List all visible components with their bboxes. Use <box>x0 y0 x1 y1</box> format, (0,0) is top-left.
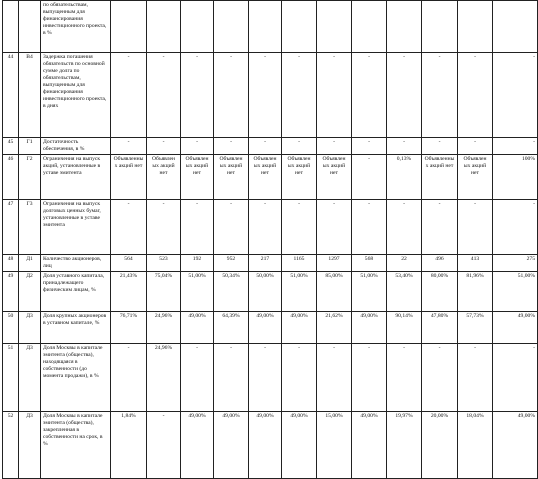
value-cell: 47,80% <box>422 312 458 344</box>
value-cell: Объявлен ых акций нет <box>147 155 181 200</box>
table-row <box>3 412 538 479</box>
table-row <box>3 272 538 312</box>
value-cell: - <box>387 53 422 138</box>
value-cell: 21,62% <box>317 312 352 344</box>
value-cell: - <box>317 53 352 138</box>
value-cell: - <box>458 138 493 155</box>
table-row <box>3 1 538 53</box>
value-cell: 51,00% <box>352 272 387 312</box>
value-cell: - <box>493 344 538 412</box>
value-cell: - <box>493 200 538 255</box>
value-cell: - <box>147 138 181 155</box>
value-cell <box>147 1 181 53</box>
row-description: Доля Москвы в капитале эмитента (общества), закрепленная в собственности на срок, в % <box>41 412 111 479</box>
row-description: Количество акционеров, лиц <box>41 255 111 272</box>
value-cell: 49,00% <box>181 412 214 479</box>
value-cell <box>458 1 493 53</box>
value-cell: - <box>181 53 214 138</box>
value-cell: 49,00% <box>352 312 387 344</box>
value-cell: - <box>111 138 147 155</box>
value-cell: - <box>352 53 387 138</box>
value-cell: 49,00% <box>493 412 538 479</box>
value-cell: - <box>352 344 387 412</box>
value-cell: - <box>352 200 387 255</box>
value-cell <box>249 1 282 53</box>
table-row <box>3 312 538 344</box>
value-cell: Объявлен ых акций нет <box>249 155 282 200</box>
value-cell <box>387 1 422 53</box>
row-number: 52 <box>3 412 19 479</box>
row-code: Д1 <box>19 255 41 272</box>
row-number: 46 <box>3 155 19 200</box>
value-cell: 192 <box>181 255 214 272</box>
value-cell: 51,00% <box>181 272 214 312</box>
value-cell <box>111 1 147 53</box>
value-cell: 51,00% <box>282 272 317 312</box>
value-cell: 568 <box>352 255 387 272</box>
row-code: Д3 <box>19 412 41 479</box>
value-cell: - <box>493 53 538 138</box>
value-cell: - <box>317 138 352 155</box>
row-code: В4 <box>19 53 41 138</box>
row-description: Ограничения на выпуск долговых ценных бумаг, установленные в уставе эмитента <box>41 200 111 255</box>
value-cell: 49,00% <box>282 312 317 344</box>
value-cell: - <box>282 200 317 255</box>
value-cell: 275 <box>493 255 538 272</box>
row-number: 48 <box>3 255 19 272</box>
row-description: Задержка погашения обязательств по основной сумме долга по обязательствам, выпущенным для финансирования инвестиционного проекта, в днях <box>41 53 111 138</box>
value-cell: 85,00% <box>317 272 352 312</box>
value-cell: - <box>147 412 181 479</box>
value-cell: - <box>422 138 458 155</box>
value-cell: - <box>181 200 214 255</box>
value-cell: Объявлен ых акций нет <box>214 155 249 200</box>
value-cell: 80,00% <box>422 272 458 312</box>
value-cell: 496 <box>422 255 458 272</box>
value-cell: - <box>147 200 181 255</box>
value-cell: 217 <box>249 255 282 272</box>
row-code <box>19 1 41 53</box>
value-cell: Объявлен ых акций нет <box>181 155 214 200</box>
value-cell: 20,00% <box>422 412 458 479</box>
value-cell: - <box>458 344 493 412</box>
table-row <box>3 138 538 155</box>
row-code: Г3 <box>19 200 41 255</box>
value-cell: - <box>422 53 458 138</box>
value-cell: - <box>458 53 493 138</box>
row-code: Г2 <box>19 155 41 200</box>
value-cell: 75,04% <box>147 272 181 312</box>
table-row <box>3 155 538 200</box>
value-cell: 22 <box>387 255 422 272</box>
value-cell: - <box>249 200 282 255</box>
row-description: Доля крупных акционеров в уставном капитале, % <box>41 312 111 344</box>
value-cell: 24,96% <box>147 344 181 412</box>
row-number: 47 <box>3 200 19 255</box>
value-cell: - <box>282 344 317 412</box>
value-cell: 952 <box>214 255 249 272</box>
data-table <box>2 0 538 479</box>
value-cell: 15,00% <box>317 412 352 479</box>
value-cell: 49,00% <box>249 312 282 344</box>
value-cell: 49,00% <box>181 312 214 344</box>
value-cell: 49,00% <box>352 412 387 479</box>
value-cell: 413 <box>458 255 493 272</box>
value-cell: - <box>422 344 458 412</box>
value-cell: Объявлен ых акций нет <box>317 155 352 200</box>
value-cell: - <box>493 138 538 155</box>
value-cell <box>214 1 249 53</box>
value-cell: 81,96% <box>458 272 493 312</box>
row-code: Д3 <box>19 312 41 344</box>
value-cell: Объявленных акций нет <box>422 155 458 200</box>
value-cell: - <box>214 138 249 155</box>
value-cell: 64,39% <box>214 312 249 344</box>
row-description: по обязательствам, выпущенным для финансирования инвестиционного проекта, в % <box>41 1 111 53</box>
row-number: 49 <box>3 272 19 312</box>
value-cell: 19,97% <box>387 412 422 479</box>
value-cell: - <box>282 53 317 138</box>
row-code: Г1 <box>19 138 41 155</box>
table-row <box>3 344 538 412</box>
value-cell: - <box>214 53 249 138</box>
value-cell: 18,04% <box>458 412 493 479</box>
value-cell: - <box>249 344 282 412</box>
value-cell: 57,73% <box>458 312 493 344</box>
value-cell <box>422 1 458 53</box>
row-number <box>3 1 19 53</box>
row-description: Доля уставного капитала, принадлежащего физическим лицам, % <box>41 272 111 312</box>
value-cell <box>181 1 214 53</box>
value-cell <box>317 1 352 53</box>
value-cell: 50,34% <box>214 272 249 312</box>
value-cell: - <box>214 344 249 412</box>
value-cell: - <box>387 200 422 255</box>
value-cell: - <box>249 53 282 138</box>
value-cell: 1297 <box>317 255 352 272</box>
row-description: Доля Москвы в капитале эмитента (общества), находящаяся в собственности (до момента продажи), в % <box>41 344 111 412</box>
value-cell: - <box>214 200 249 255</box>
row-description: Достаточность обеспечения, в % <box>41 138 111 155</box>
value-cell: - <box>458 200 493 255</box>
value-cell: - <box>181 138 214 155</box>
value-cell: 21,43% <box>111 272 147 312</box>
value-cell: 51,00% <box>493 272 538 312</box>
value-cell: - <box>111 344 147 412</box>
value-cell: - <box>352 155 387 200</box>
value-cell: - <box>282 138 317 155</box>
row-description: Ограничения на выпуск акций, установленные в уставе эмитента <box>41 155 111 200</box>
table-body <box>3 1 538 479</box>
row-number: 45 <box>3 138 19 155</box>
value-cell <box>352 1 387 53</box>
row-number: 44 <box>3 53 19 138</box>
value-cell: - <box>387 344 422 412</box>
row-code: Д3 <box>19 344 41 412</box>
value-cell: 1165 <box>282 255 317 272</box>
value-cell: - <box>387 138 422 155</box>
value-cell: Объявленных акций нет <box>111 155 147 200</box>
table-row <box>3 53 538 138</box>
value-cell: - <box>317 200 352 255</box>
row-number: 50 <box>3 312 19 344</box>
value-cell: - <box>111 200 147 255</box>
value-cell: - <box>352 138 387 155</box>
value-cell: 53,40% <box>387 272 422 312</box>
value-cell: 100% <box>493 155 538 200</box>
row-code: Д2 <box>19 272 41 312</box>
value-cell: - <box>111 53 147 138</box>
value-cell: 76,71% <box>111 312 147 344</box>
value-cell: - <box>317 344 352 412</box>
value-cell: 24,96% <box>147 312 181 344</box>
value-cell: 90,14% <box>387 312 422 344</box>
value-cell: - <box>181 344 214 412</box>
value-cell: - <box>147 53 181 138</box>
value-cell: 49,00% <box>249 412 282 479</box>
value-cell: 523 <box>147 255 181 272</box>
value-cell: 49,00% <box>214 412 249 479</box>
value-cell: - <box>249 138 282 155</box>
row-number: 51 <box>3 344 19 412</box>
value-cell <box>493 1 538 53</box>
table-row <box>3 255 538 272</box>
value-cell: 49,00% <box>282 412 317 479</box>
value-cell: - <box>422 200 458 255</box>
table-row <box>3 200 538 255</box>
value-cell: 0,13% <box>387 155 422 200</box>
value-cell: 49,00% <box>493 312 538 344</box>
value-cell: 50,00% <box>249 272 282 312</box>
value-cell: Объявлен ых акций нет <box>458 155 493 200</box>
value-cell: Объявлен ых акций нет <box>282 155 317 200</box>
value-cell <box>282 1 317 53</box>
value-cell: 1,84% <box>111 412 147 479</box>
value-cell: 564 <box>111 255 147 272</box>
